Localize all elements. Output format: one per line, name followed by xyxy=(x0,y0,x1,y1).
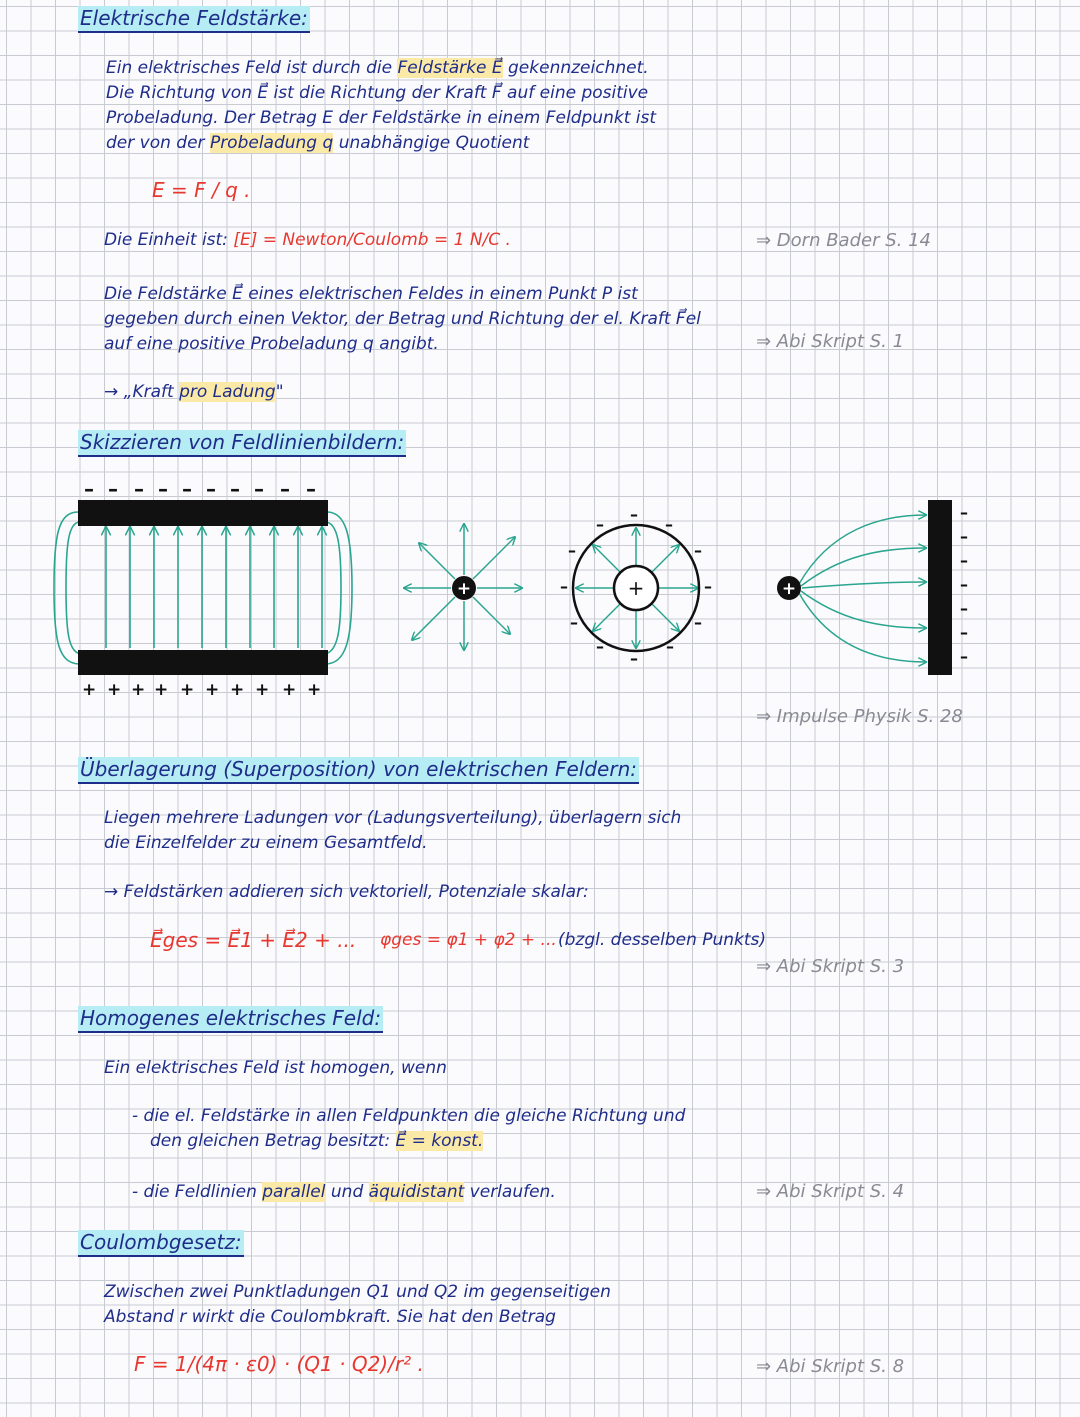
unit-label: Die Einheit ist: xyxy=(104,230,228,250)
formula-note: (bzgl. desselben Punkts) xyxy=(558,930,767,950)
reference-dorn-bader: ⇒ Dorn Bader S. 14 xyxy=(756,230,931,251)
svg-text:+: + xyxy=(154,680,169,700)
definition-line-2: Die Richtung von E⃗ ist die Richtung der Kraft F⃗ auf eine positive xyxy=(106,83,649,103)
kraft-pro-ladung: → „Kraft pro Ladung" xyxy=(104,382,284,402)
arrow-icon: → xyxy=(104,382,119,402)
vector-line-3: auf eine positive Probeladung q angibt. xyxy=(104,334,439,354)
charge-plate-field-lines xyxy=(799,515,926,662)
svg-text:+: + xyxy=(456,579,472,599)
paragraph-coulomb xyxy=(104,1280,611,1330)
svg-text:–: – xyxy=(630,505,638,524)
svg-text:–: – xyxy=(596,637,604,656)
svg-text:+: + xyxy=(307,680,322,700)
svg-text:+: + xyxy=(282,680,297,700)
charge-plate-diagram xyxy=(777,500,968,675)
svg-text:–: – xyxy=(84,477,94,501)
svg-text:–: – xyxy=(960,503,968,522)
svg-text:–: – xyxy=(230,477,240,501)
svg-text:–: – xyxy=(254,477,264,501)
bullet-1 xyxy=(132,1104,685,1154)
paragraph-superposition xyxy=(104,806,681,856)
negative-plate xyxy=(928,500,952,675)
unit-formula: [E] = Newton/Coulomb = 1 N/C . xyxy=(233,230,511,250)
svg-text:–: – xyxy=(960,599,968,618)
capacitor-plate-positive xyxy=(78,650,328,675)
highlight-parallel: parallel xyxy=(262,1182,326,1202)
reference-impulse-physik: ⇒ Impulse Physik S. 28 xyxy=(756,706,963,727)
definition-line-4: der von der Probeladung q unabhängige Quotient xyxy=(106,133,530,153)
point-charge-diagram xyxy=(404,524,522,650)
reference-abi-skript-8: ⇒ Abi Skript S. 8 xyxy=(756,1356,905,1377)
svg-text:–: – xyxy=(134,477,144,501)
heading-coulombgesetz: Coulombgesetz: xyxy=(78,1230,244,1257)
highlight-probeladung: Probeladung q xyxy=(209,133,334,153)
capacitor-field-lines xyxy=(54,512,352,664)
svg-text:–: – xyxy=(960,575,968,594)
highlight-e-konst: E⃗ = konst. xyxy=(395,1131,484,1151)
formula-field-superposition: E⃗ges = E⃗1 + E⃗2 + ... xyxy=(150,928,357,952)
svg-text:–: – xyxy=(960,647,968,666)
capacitor-plus-signs xyxy=(82,680,321,700)
svg-text:–: – xyxy=(158,477,168,501)
capacitor-minus-signs xyxy=(84,477,316,501)
svg-text:+: + xyxy=(230,680,245,700)
svg-text:–: – xyxy=(666,637,674,656)
definition-line-1: Ein elektrisches Feld ist durch die Feldstärke E⃗ gekennzeichnet. xyxy=(106,58,649,78)
vector-line-2: gegeben durch einen Vektor, der Betrag und Richtung der el. Kraft F⃗el xyxy=(104,309,701,329)
svg-text:–: – xyxy=(280,477,290,501)
homogeneous-intro: Ein elektrisches Feld ist homogen, wenn xyxy=(104,1058,447,1078)
plate-minus-signs xyxy=(960,503,968,666)
plate-capacitor-diagram xyxy=(54,477,352,700)
reference-abi-skript-3: ⇒ Abi Skript S. 3 xyxy=(756,956,905,977)
bullet-1-line-1: - die el. Feldstärke in allen Feldpunkten die gleiche Richtung und xyxy=(132,1106,686,1126)
svg-text:–: – xyxy=(570,613,578,632)
highlight-feldstaerke: Feldstärke E⃗ xyxy=(397,58,503,78)
superposition-line-2: die Einzelfelder zu einem Gesamtfeld. xyxy=(104,833,428,853)
svg-text:–: – xyxy=(704,577,712,596)
svg-text:+: + xyxy=(131,680,146,700)
highlight-aequidistant: äquidistant xyxy=(368,1182,465,1202)
svg-text:+: + xyxy=(180,680,195,700)
svg-text:–: – xyxy=(960,551,968,570)
formula-e-equals-f-over-q: E = F / q . xyxy=(152,178,251,202)
svg-text:–: – xyxy=(960,527,968,546)
highlight-pro-ladung: pro Ladung xyxy=(179,382,276,402)
superposition-conclusion: → Feldstärken addieren sich vektoriell, Potenziale skalar: xyxy=(104,882,589,902)
svg-text:–: – xyxy=(108,477,118,501)
svg-text:+: + xyxy=(781,579,797,599)
bullet-2: - die Feldlinien parallel und äquidistant verlaufen. xyxy=(132,1182,556,1202)
svg-text:+: + xyxy=(255,680,270,700)
vector-line-1: Die Feldstärke E⃗ eines elektrischen Feldes in einem Punkt P ist xyxy=(104,284,638,304)
coulomb-line-2: Abstand r wirkt die Coulombkraft. Sie hat den Betrag xyxy=(104,1307,556,1327)
svg-text:+: + xyxy=(82,680,97,700)
heading-feldstaerke: Elektrische Feldstärke: xyxy=(78,6,310,33)
spherical-capacitor-diagram xyxy=(560,505,712,668)
svg-text:–: – xyxy=(206,477,216,501)
bullet-1-line-2: den gleichen Betrag besitzt: E⃗ = konst. xyxy=(150,1131,484,1151)
heading-feldlinienbilder: Skizzieren von Feldlinienbildern: xyxy=(78,430,406,457)
reference-abi-skript-4: ⇒ Abi Skript S. 4 xyxy=(756,1181,905,1202)
heading-ueberlagerung: Überlagerung (Superposition) von elektrischen Feldern: xyxy=(78,757,639,784)
svg-text:+: + xyxy=(627,576,645,600)
svg-text:–: – xyxy=(560,577,568,596)
capacitor-plate-negative xyxy=(78,500,328,526)
heading-homogenes-feld: Homogenes elektrisches Feld: xyxy=(78,1006,383,1033)
superposition-line-1: Liegen mehrere Ladungen vor (Ladungsverteilung), überlagern sich xyxy=(104,808,682,828)
svg-text:–: – xyxy=(694,613,702,632)
svg-text:–: – xyxy=(596,515,604,534)
svg-text:–: – xyxy=(960,623,968,642)
reference-abi-skript-1: ⇒ Abi Skript S. 1 xyxy=(756,331,905,352)
definition-line-3: Probeladung. Der Betrag E der Feldstärke in einem Feldpunkt ist xyxy=(106,108,657,128)
svg-text:–: – xyxy=(630,649,638,668)
svg-text:–: – xyxy=(568,541,576,560)
coulomb-line-1: Zwischen zwei Punktladungen Q1 und Q2 im gegenseitigen xyxy=(104,1282,611,1302)
formula-coulomb: F = 1/(4π · ε0) · (Q1 · Q2)/r² . xyxy=(134,1352,424,1376)
svg-text:–: – xyxy=(306,477,316,501)
svg-text:+: + xyxy=(107,680,122,700)
svg-text:+: + xyxy=(205,680,220,700)
formula-potential-superposition: φges = φ1 + φ2 + ... xyxy=(380,930,557,950)
svg-text:–: – xyxy=(182,477,192,501)
svg-text:–: – xyxy=(665,515,673,534)
svg-text:–: – xyxy=(694,541,702,560)
